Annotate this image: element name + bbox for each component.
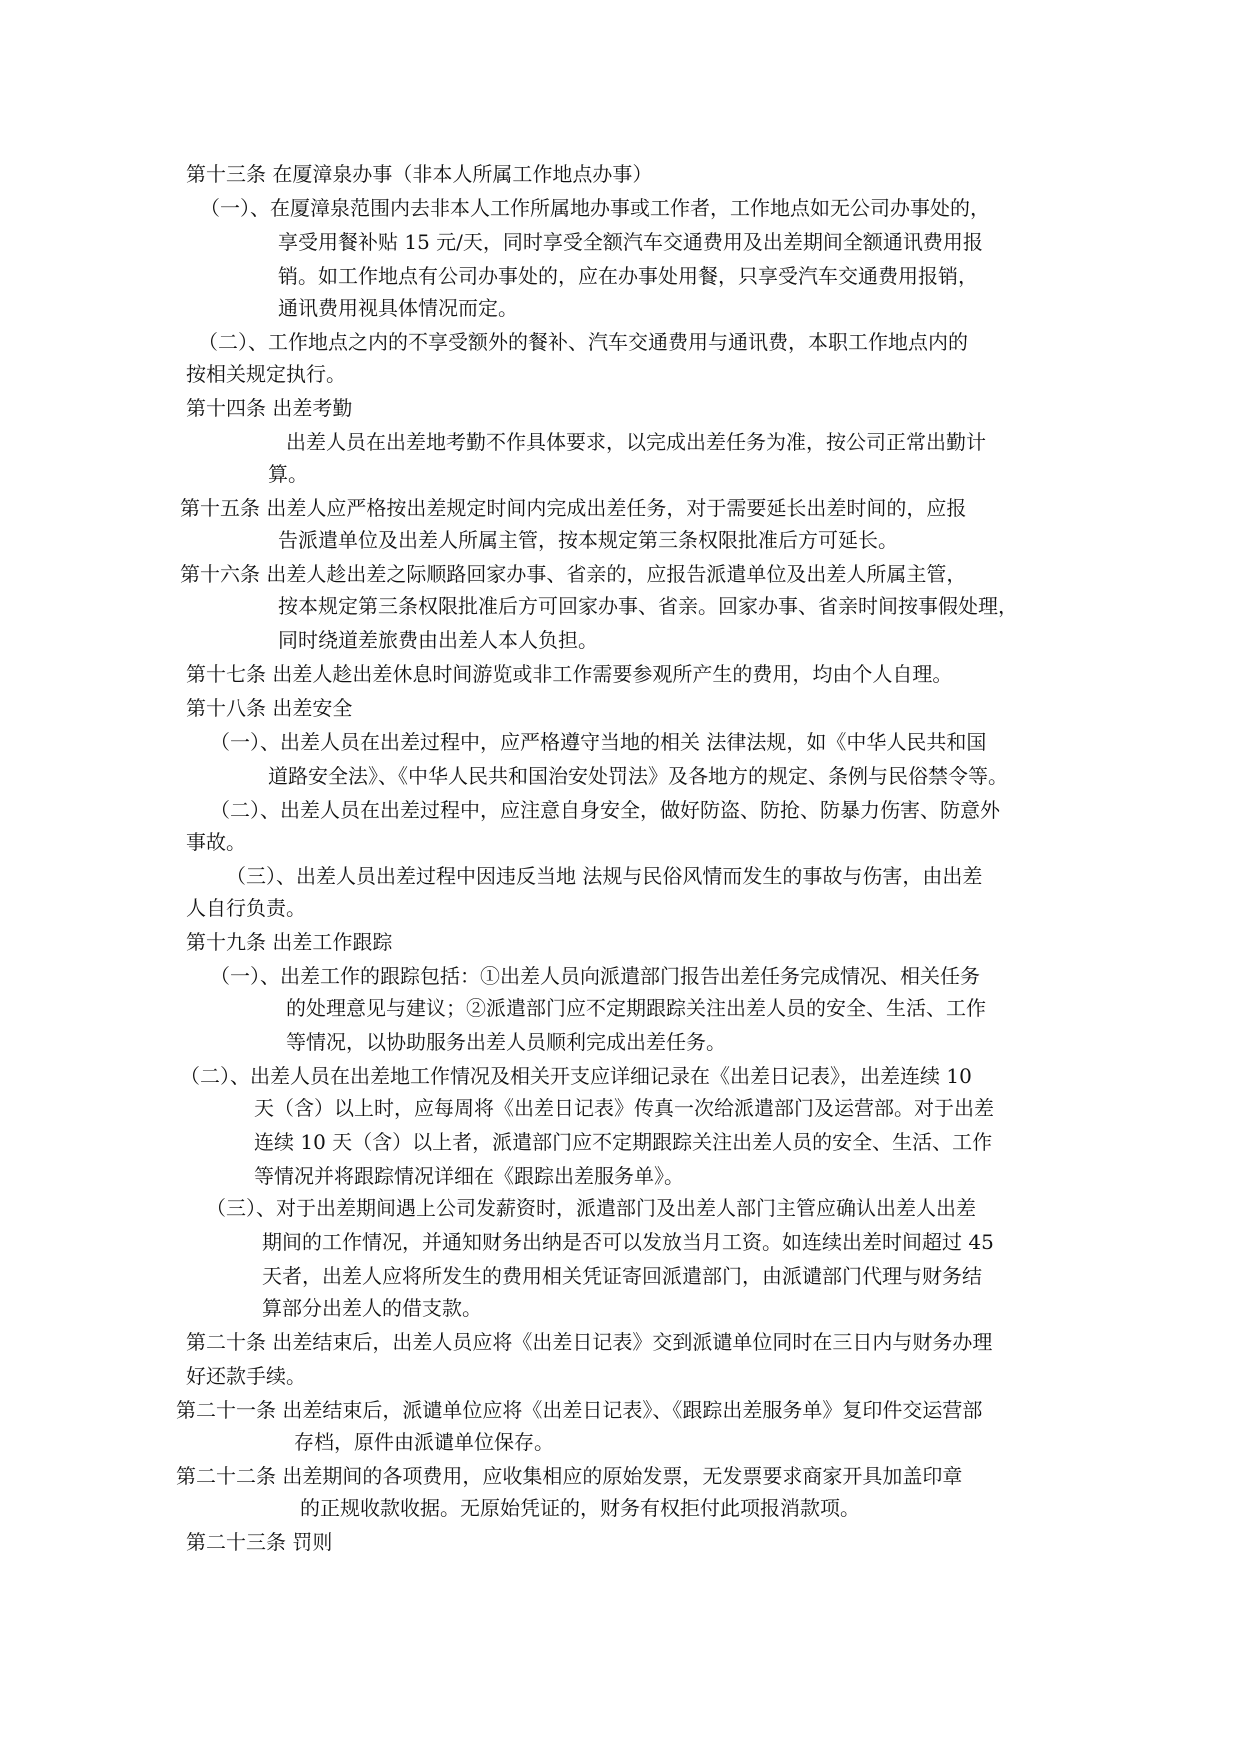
article-18-clause-1-line-2: 道路安全法》、《中华人民共和国治安处罚法》及各地方的规定、条例与民俗禁令等。 xyxy=(268,764,1008,788)
article-19-clause-1-line-2: 的处理意见与建议；②派遣部门应不定期跟踪关注出差人员的安全、生活、工作 xyxy=(286,996,986,1020)
article-13-clause-2-line-2: 按相关规定执行。 xyxy=(186,362,346,386)
article-13-clause-1-line-3: 销。如工作地点有公司办事处的，应在办事处用餐，只享受汽车交通费用报销， xyxy=(278,264,978,288)
article-19-heading: 第十九条 出差工作跟踪 xyxy=(186,930,393,954)
article-18-heading: 第十八条 出差安全 xyxy=(186,696,353,720)
article-19-clause-2-line-3: 连续 10 天（含）以上者，派遣部门应不定期跟踪关注出差人员的安全、生活、工作 xyxy=(254,1130,993,1154)
article-19-clause-1-line-3: 等情况，以协助服务出差人员顺利完成出差任务。 xyxy=(286,1030,726,1054)
article-19-clause-2-line-2: 天（含）以上时，应每周将《出差日记表》传真一次给派遣部门及运营部。对于出差 xyxy=(254,1096,994,1120)
article-15-line-2: 告派遣单位及出差人所属主管，按本规定第三条权限批准后方可延长。 xyxy=(278,528,898,552)
article-13-heading: 第十三条 在厦漳泉办事（非本人所属工作地点办事） xyxy=(186,162,653,186)
article-14-heading: 第十四条 出差考勤 xyxy=(186,396,353,420)
article-18-clause-2-line-2: 事故。 xyxy=(186,830,246,854)
article-20-line-2: 好还款手续。 xyxy=(186,1364,306,1388)
article-19-clause-2-line-4: 等情况并将跟踪情况详细在《跟踪出差服务单》。 xyxy=(254,1164,684,1188)
article-13-clause-2-line-1: （二）、工作地点之内的不享受额外的餐补、汽车交通费用与通讯费，本职工作地点内的 xyxy=(198,330,968,354)
article-18-clause-2-line-1: （二）、出差人员在出差过程中，应注意自身安全，做好防盗、防抢、防暴力伤害、防意外 xyxy=(210,798,1000,822)
article-21-line-1: 第二十一条 出差结束后，派谴单位应将《出差日记表》、《跟踪出差服务单》复印件交运营部 xyxy=(176,1398,983,1422)
article-19-clause-3-line-3: 天者，出差人应将所发生的费用相关凭证寄回派遣部门，由派谴部门代理与财务结 xyxy=(262,1264,982,1288)
article-19-clause-3-line-2: 期间的工作情况，并通知财务出纳是否可以发放当月工资。如连续出差时间超过 45 xyxy=(262,1230,994,1254)
article-20-line-1: 第二十条 出差结束后，出差人员应将《出差日记表》交到派谴单位同时在三日内与财务办理 xyxy=(186,1330,993,1354)
article-16-line-2: 按本规定第三条权限批准后方可回家办事、省亲。回家办事、省亲时间按事假处理， xyxy=(278,594,1018,618)
article-16-line-1: 第十六条 出差人趁出差之际顺路回家办事、省亲的，应报告派遣单位及出差人所属主管， xyxy=(180,562,967,586)
article-19-clause-2-line-1: （二）、出差人员在出差地工作情况及相关开支应详细记录在《出差日记表》，出差连续 10 xyxy=(180,1064,972,1088)
article-18-clause-1-line-1: （一）、出差人员在出差过程中，应严格遵守当地的相关 法律法规，如《中华人民共和国 xyxy=(210,730,987,754)
article-17: 第十七条 出差人趁出差休息时间游览或非工作需要参观所产生的费用，均由个人自理。 xyxy=(186,662,953,686)
article-18-clause-3-line-1: （三）、出差人员出差过程中因违反当地 法规与民俗风情而发生的事故与伤害，由出差 xyxy=(226,864,983,888)
article-19-clause-3-line-1: （三）、对于出差期间遇上公司发薪资时，派遣部门及出差人部门主管应确认出差人出差 xyxy=(206,1196,976,1220)
article-13-clause-1-line-4: 通讯费用视具体情况而定。 xyxy=(278,296,518,320)
article-22-line-2: 的正规收款收据。无原始凭证的，财务有权拒付此项报消款项。 xyxy=(300,1496,860,1520)
article-22-line-1: 第二十二条 出差期间的各项费用，应收集相应的原始发票，无发票要求商家开具加盖印章 xyxy=(176,1464,963,1488)
article-18-clause-3-line-2: 人自行负责。 xyxy=(186,896,306,920)
article-13-clause-1-line-2: 享受用餐补贴 15 元/天，同时享受全额汽车交通费用及出差期间全额通讯费用报 xyxy=(278,230,983,254)
article-13-clause-1-line-1: （一）、在厦漳泉范围内去非本人工作所属地办事或工作者，工作地点如无公司办事处的， xyxy=(200,196,990,220)
article-15-line-1: 第十五条 出差人应严格按出差规定时间内完成出差任务，对于需要延长出差时间的，应报 xyxy=(180,496,967,520)
article-21-line-2: 存档，原件由派谴单位保存。 xyxy=(294,1430,554,1454)
article-14-body-line-2: 算。 xyxy=(268,462,308,486)
article-14-body-line-1: 出差人员在出差地考勤不作具体要求，以完成出差任务为准，按公司正常出勤计 xyxy=(286,430,986,454)
article-19-clause-1-line-1: （一）、出差工作的跟踪包括：①出差人员向派遣部门报告出差任务完成情况、相关任务 xyxy=(210,964,980,988)
article-23-heading: 第二十三条 罚则 xyxy=(186,1530,333,1554)
article-16-line-3: 同时绕道差旅费由出差人本人负担。 xyxy=(278,628,598,652)
article-19-clause-3-line-4: 算部分出差人的借支款。 xyxy=(262,1296,482,1320)
